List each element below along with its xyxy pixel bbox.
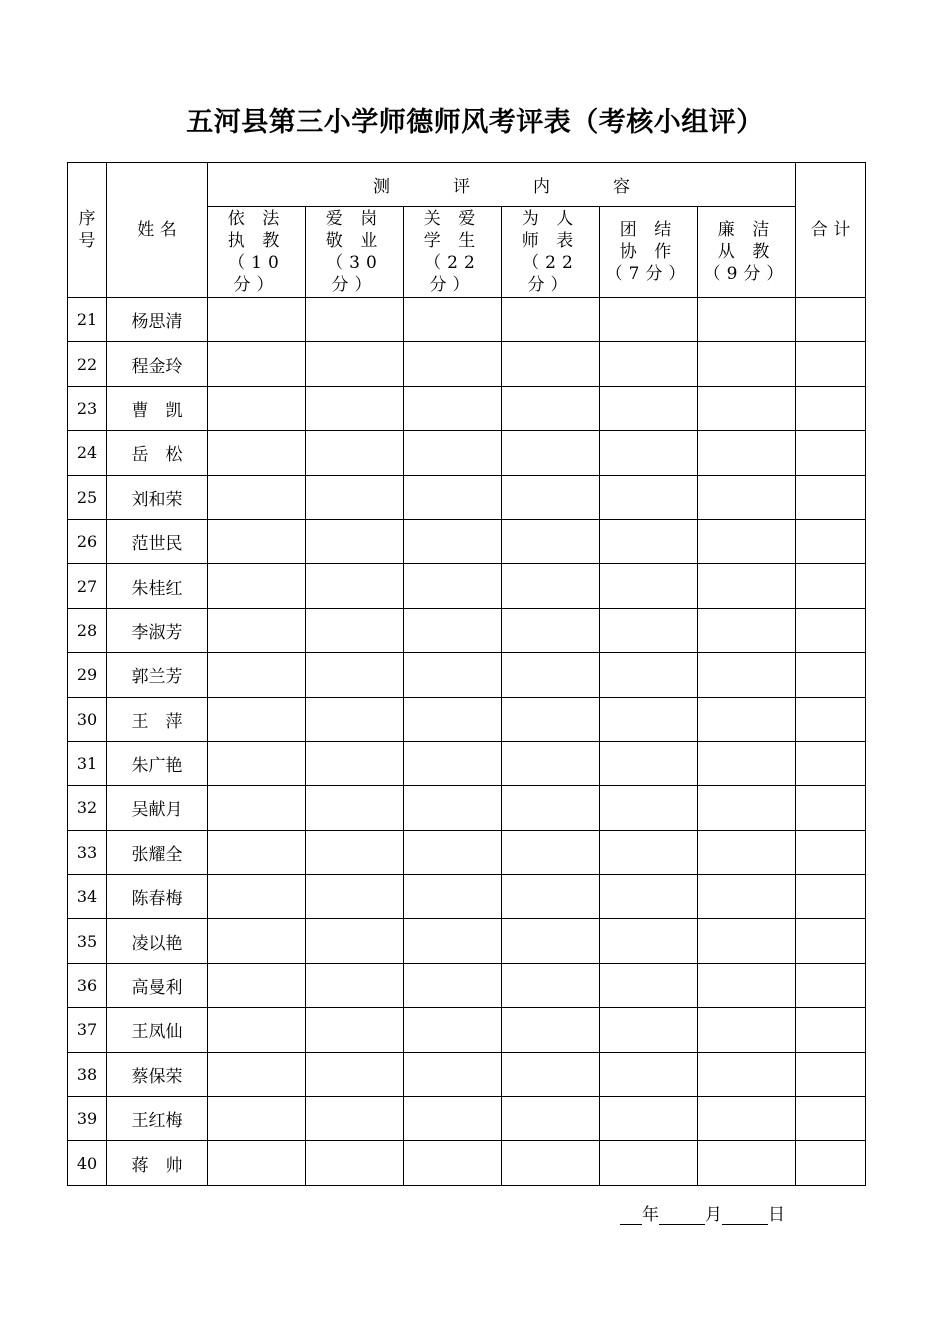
score-cell[interactable] xyxy=(306,963,404,1007)
score-cell[interactable] xyxy=(600,741,698,785)
score-cell[interactable] xyxy=(404,1008,502,1052)
table-row xyxy=(68,741,866,785)
score-cell[interactable] xyxy=(600,830,698,874)
score-cell[interactable] xyxy=(502,475,600,519)
score-cell[interactable] xyxy=(502,653,600,697)
name-header: 姓 名 xyxy=(107,163,208,298)
teacher-name: 李淑芳 xyxy=(107,608,208,652)
category-header-4: 为 人 师 表 （22 分） xyxy=(502,207,600,298)
row-number: 29 xyxy=(68,653,107,697)
category-header-5: 团 结 协 作 （7分） xyxy=(600,207,698,298)
score-cell[interactable] xyxy=(502,741,600,785)
total-cell[interactable] xyxy=(796,830,866,874)
score-cell[interactable] xyxy=(502,564,600,608)
score-cell[interactable] xyxy=(208,653,306,697)
category-header-1: 依 法 执 教 （10 分） xyxy=(208,207,306,298)
total-cell[interactable] xyxy=(796,298,866,342)
score-cell[interactable] xyxy=(698,741,796,785)
score-cell[interactable] xyxy=(208,1141,306,1185)
month-label: 月 xyxy=(705,1205,722,1225)
score-cell[interactable] xyxy=(208,1052,306,1096)
table-row xyxy=(68,519,866,563)
score-cell[interactable] xyxy=(404,653,502,697)
teacher-name: 蔡保荣 xyxy=(107,1052,208,1096)
table-row xyxy=(68,1052,866,1096)
table-row xyxy=(68,875,866,919)
table-row xyxy=(68,386,866,430)
score-cell[interactable] xyxy=(404,786,502,830)
score-cell[interactable] xyxy=(600,342,698,386)
table-row xyxy=(68,298,866,342)
score-cell[interactable] xyxy=(502,1008,600,1052)
page-title: 五河县第三小学师德师风考评表（考核小组评） xyxy=(186,107,764,138)
score-cell[interactable] xyxy=(404,830,502,874)
score-cell[interactable] xyxy=(208,697,306,741)
score-cell[interactable] xyxy=(502,519,600,563)
teacher-name: 刘和荣 xyxy=(107,475,208,519)
total-cell[interactable] xyxy=(796,963,866,1007)
score-cell[interactable] xyxy=(698,875,796,919)
total-cell[interactable] xyxy=(796,1052,866,1096)
score-cell[interactable] xyxy=(404,608,502,652)
teacher-name: 岳 松 xyxy=(107,431,208,475)
category-header-2: 爱 岗 敬 业 （30 分） xyxy=(306,207,404,298)
row-number: 24 xyxy=(68,431,107,475)
teacher-name: 王 萍 xyxy=(107,697,208,741)
score-cell[interactable] xyxy=(502,830,600,874)
score-cell[interactable] xyxy=(306,1097,404,1141)
evaluation-content-header: 测 评 内 容 xyxy=(208,163,796,207)
score-cell[interactable] xyxy=(404,875,502,919)
score-cell[interactable] xyxy=(502,875,600,919)
row-number: 31 xyxy=(68,741,107,785)
evaluation-table xyxy=(67,162,866,1186)
row-number: 39 xyxy=(68,1097,107,1141)
row-number: 23 xyxy=(68,386,107,430)
score-cell[interactable] xyxy=(698,963,796,1007)
score-cell[interactable] xyxy=(208,431,306,475)
table-row xyxy=(68,653,866,697)
score-cell[interactable] xyxy=(306,386,404,430)
score-cell[interactable] xyxy=(698,431,796,475)
score-cell[interactable] xyxy=(306,697,404,741)
total-cell[interactable] xyxy=(796,786,866,830)
row-number: 21 xyxy=(68,298,107,342)
table-row xyxy=(68,1141,866,1185)
row-number: 36 xyxy=(68,963,107,1007)
teacher-name: 张耀全 xyxy=(107,830,208,874)
teacher-name: 吴献月 xyxy=(107,786,208,830)
score-cell[interactable] xyxy=(306,741,404,785)
score-cell[interactable] xyxy=(404,1052,502,1096)
score-cell[interactable] xyxy=(208,1097,306,1141)
score-cell[interactable] xyxy=(600,1052,698,1096)
total-cell[interactable] xyxy=(796,875,866,919)
row-number: 38 xyxy=(68,1052,107,1096)
table-row xyxy=(68,963,866,1007)
row-number: 32 xyxy=(68,786,107,830)
teacher-name: 高曼利 xyxy=(107,963,208,1007)
score-cell[interactable] xyxy=(208,564,306,608)
score-cell[interactable] xyxy=(502,342,600,386)
score-cell[interactable] xyxy=(208,830,306,874)
score-cell[interactable] xyxy=(698,1052,796,1096)
score-cell[interactable] xyxy=(698,1097,796,1141)
score-cell[interactable] xyxy=(698,1141,796,1185)
teacher-name: 凌以艳 xyxy=(107,919,208,963)
score-cell[interactable] xyxy=(306,475,404,519)
total-cell[interactable] xyxy=(796,564,866,608)
total-cell[interactable] xyxy=(796,342,866,386)
score-cell[interactable] xyxy=(404,1141,502,1185)
table-row xyxy=(68,342,866,386)
score-cell[interactable] xyxy=(600,386,698,430)
teacher-name: 郭兰芳 xyxy=(107,653,208,697)
score-cell[interactable] xyxy=(404,431,502,475)
total-cell[interactable] xyxy=(796,475,866,519)
total-cell[interactable] xyxy=(796,431,866,475)
score-cell[interactable] xyxy=(306,786,404,830)
score-cell[interactable] xyxy=(306,830,404,874)
score-cell[interactable] xyxy=(698,519,796,563)
row-number: 25 xyxy=(68,475,107,519)
teacher-name: 范世民 xyxy=(107,519,208,563)
score-cell[interactable] xyxy=(404,519,502,563)
score-cell[interactable] xyxy=(502,386,600,430)
score-cell[interactable] xyxy=(698,608,796,652)
score-cell[interactable] xyxy=(208,342,306,386)
score-cell[interactable] xyxy=(306,431,404,475)
score-cell[interactable] xyxy=(502,786,600,830)
score-cell[interactable] xyxy=(600,298,698,342)
table-row xyxy=(68,697,866,741)
total-cell[interactable] xyxy=(796,1141,866,1185)
score-cell[interactable] xyxy=(208,1008,306,1052)
table-row xyxy=(68,1008,866,1052)
table-row xyxy=(68,786,866,830)
score-cell[interactable] xyxy=(698,475,796,519)
score-cell[interactable] xyxy=(502,919,600,963)
score-cell[interactable] xyxy=(306,919,404,963)
teacher-name: 陈春梅 xyxy=(107,875,208,919)
score-cell[interactable] xyxy=(306,298,404,342)
score-cell[interactable] xyxy=(600,431,698,475)
score-cell[interactable] xyxy=(208,608,306,652)
seq-header: 序 号 xyxy=(68,163,107,298)
score-cell[interactable] xyxy=(502,697,600,741)
score-cell[interactable] xyxy=(306,653,404,697)
score-cell[interactable] xyxy=(404,298,502,342)
score-cell[interactable] xyxy=(502,1052,600,1096)
score-cell[interactable] xyxy=(306,342,404,386)
total-cell[interactable] xyxy=(796,919,866,963)
total-cell[interactable] xyxy=(796,741,866,785)
teacher-name: 蒋 帅 xyxy=(107,1141,208,1185)
category-header-6: 廉 洁 从 教 （9分） xyxy=(698,207,796,298)
total-header: 合 计 xyxy=(796,163,866,298)
score-cell[interactable] xyxy=(698,1008,796,1052)
table-row xyxy=(68,431,866,475)
score-cell[interactable] xyxy=(600,608,698,652)
row-number: 30 xyxy=(68,697,107,741)
row-number: 35 xyxy=(68,919,107,963)
score-cell[interactable] xyxy=(600,919,698,963)
score-cell[interactable] xyxy=(208,786,306,830)
score-cell[interactable] xyxy=(208,298,306,342)
row-number: 22 xyxy=(68,342,107,386)
score-cell[interactable] xyxy=(600,786,698,830)
total-cell[interactable] xyxy=(796,653,866,697)
row-number: 28 xyxy=(68,608,107,652)
total-cell[interactable] xyxy=(796,1008,866,1052)
table-row xyxy=(68,608,866,652)
table-row xyxy=(68,919,866,963)
score-cell[interactable] xyxy=(600,1141,698,1185)
score-cell[interactable] xyxy=(404,741,502,785)
score-cell[interactable] xyxy=(600,475,698,519)
score-cell[interactable] xyxy=(404,919,502,963)
row-number: 37 xyxy=(68,1008,107,1052)
total-cell[interactable] xyxy=(796,519,866,563)
total-cell[interactable] xyxy=(796,697,866,741)
score-cell[interactable] xyxy=(600,963,698,1007)
score-cell[interactable] xyxy=(600,1097,698,1141)
table-row xyxy=(68,475,866,519)
teacher-name: 杨思清 xyxy=(107,298,208,342)
score-cell[interactable] xyxy=(208,741,306,785)
row-number: 27 xyxy=(68,564,107,608)
score-cell[interactable] xyxy=(502,431,600,475)
day-label: 日 xyxy=(768,1205,785,1225)
score-cell[interactable] xyxy=(404,386,502,430)
score-cell[interactable] xyxy=(698,298,796,342)
score-cell[interactable] xyxy=(208,386,306,430)
row-number: 34 xyxy=(68,875,107,919)
score-cell[interactable] xyxy=(404,963,502,1007)
score-cell[interactable] xyxy=(208,475,306,519)
score-cell[interactable] xyxy=(600,519,698,563)
score-cell[interactable] xyxy=(600,1008,698,1052)
row-number: 26 xyxy=(68,519,107,563)
score-cell[interactable] xyxy=(306,519,404,563)
score-cell[interactable] xyxy=(306,1008,404,1052)
score-cell[interactable] xyxy=(208,919,306,963)
row-number: 40 xyxy=(68,1141,107,1185)
score-cell[interactable] xyxy=(600,564,698,608)
score-cell[interactable] xyxy=(698,830,796,874)
score-cell[interactable] xyxy=(698,342,796,386)
month-blank[interactable] xyxy=(659,1206,705,1225)
teacher-name: 王凤仙 xyxy=(107,1008,208,1052)
score-cell[interactable] xyxy=(698,564,796,608)
teacher-name: 朱桂红 xyxy=(107,564,208,608)
category-header-3: 关 爱 学 生 （22 分） xyxy=(404,207,502,298)
score-cell[interactable] xyxy=(698,919,796,963)
teacher-name: 曹 凯 xyxy=(107,386,208,430)
score-cell[interactable] xyxy=(208,875,306,919)
date-line xyxy=(620,1200,785,1225)
day-blank[interactable] xyxy=(722,1206,768,1225)
total-cell[interactable] xyxy=(796,1097,866,1141)
total-cell[interactable] xyxy=(796,608,866,652)
score-cell[interactable] xyxy=(698,653,796,697)
score-cell[interactable] xyxy=(502,608,600,652)
table-row xyxy=(68,564,866,608)
score-cell[interactable] xyxy=(404,342,502,386)
score-cell[interactable] xyxy=(306,1052,404,1096)
score-cell[interactable] xyxy=(306,564,404,608)
year-label: 年 xyxy=(642,1205,659,1225)
year-blank[interactable] xyxy=(620,1206,642,1225)
score-cell[interactable] xyxy=(306,1141,404,1185)
table-row xyxy=(68,830,866,874)
score-cell[interactable] xyxy=(404,564,502,608)
score-cell[interactable] xyxy=(600,875,698,919)
score-cell[interactable] xyxy=(502,1141,600,1185)
score-cell[interactable] xyxy=(208,519,306,563)
total-cell[interactable] xyxy=(796,386,866,430)
score-cell[interactable] xyxy=(208,963,306,1007)
teacher-name: 朱广艳 xyxy=(107,741,208,785)
score-cell[interactable] xyxy=(502,1097,600,1141)
score-cell[interactable] xyxy=(698,786,796,830)
score-cell[interactable] xyxy=(502,298,600,342)
teacher-name: 程金玲 xyxy=(107,342,208,386)
score-cell[interactable] xyxy=(306,608,404,652)
score-cell[interactable] xyxy=(404,475,502,519)
row-number: 33 xyxy=(68,830,107,874)
score-cell[interactable] xyxy=(600,653,698,697)
table-row xyxy=(68,1097,866,1141)
score-cell[interactable] xyxy=(698,697,796,741)
score-cell[interactable] xyxy=(306,875,404,919)
score-cell[interactable] xyxy=(404,697,502,741)
score-cell[interactable] xyxy=(502,963,600,1007)
score-cell[interactable] xyxy=(600,697,698,741)
score-cell[interactable] xyxy=(698,386,796,430)
teacher-name: 王红梅 xyxy=(107,1097,208,1141)
score-cell[interactable] xyxy=(404,1097,502,1141)
